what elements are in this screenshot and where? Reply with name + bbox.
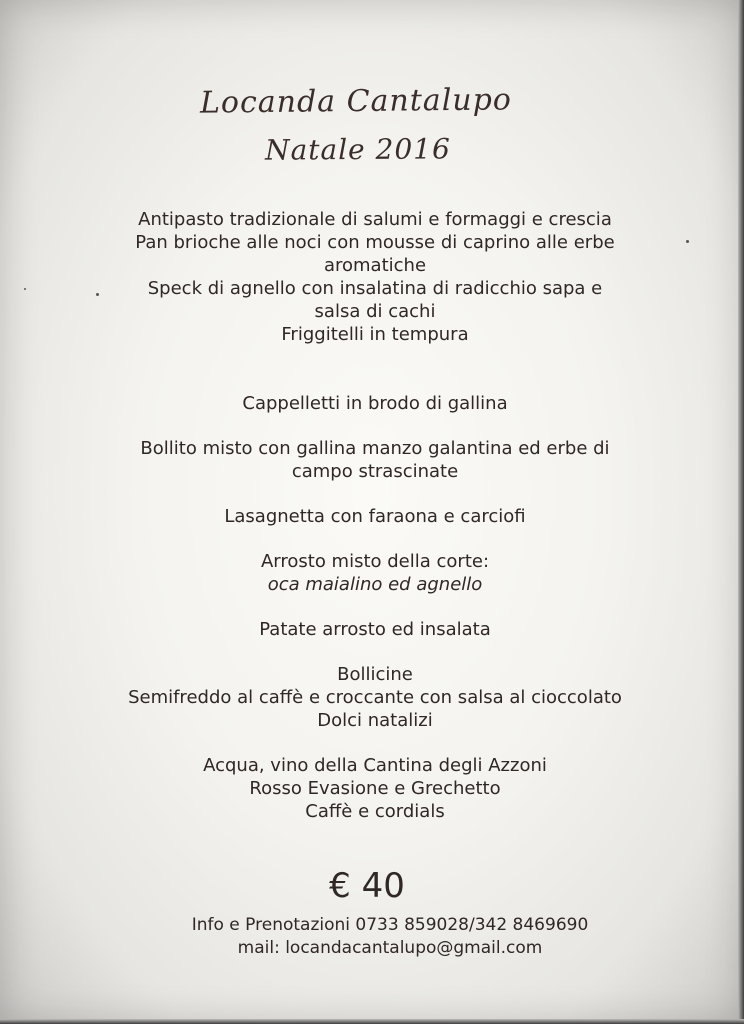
- menu-line: campo strascinate: [291, 461, 459, 482]
- course-arrosto: [60, 550, 690, 596]
- spacer: [60, 346, 690, 392]
- course-primo-2: [60, 505, 690, 528]
- menu-line: salsa di cachi: [314, 301, 436, 322]
- course-primo-1: [60, 392, 690, 415]
- scan-edge-right: [738, 0, 744, 1024]
- menu-line: Pan brioche alle noci con mousse di caprino alle erbe: [135, 232, 615, 253]
- menu-line: aromatiche: [323, 255, 427, 276]
- menu-line: Semifreddo al caffè e croccante con salsa al cioccolato: [128, 687, 622, 708]
- paper-speck: [24, 288, 26, 290]
- course-contorno: [60, 618, 690, 641]
- menu-line: Acqua, vino della Cantina degli Azzoni: [203, 755, 547, 776]
- menu-line: Arrosto misto della corte:: [260, 551, 490, 572]
- occasion-title-text: Natale 2016: [264, 132, 452, 167]
- course-antipasti: [60, 208, 690, 346]
- menu-list: [60, 208, 690, 823]
- menu-line: Dolci natalizi: [317, 710, 433, 731]
- restaurant-name-text: Locanda Cantalupo: [199, 82, 513, 121]
- menu-line: Cappelletti in brodo di gallina: [242, 393, 508, 414]
- restaurant-name: [0, 84, 744, 119]
- contact-mail: mail: locandacantalupo@gmail.com: [237, 938, 543, 958]
- menu-line: Bollicine: [337, 664, 413, 685]
- contact-phone: Info e Prenotazioni 0733 859028/342 8469690: [191, 915, 589, 935]
- menu-line: Lasagnetta con faraona e carciofi: [224, 506, 526, 527]
- menu-line: Antipasto tradizionale di salumi e formaggi e crescia: [138, 209, 612, 230]
- spacer: [60, 732, 690, 754]
- paper-speck: [96, 293, 99, 296]
- contact-info: [0, 914, 744, 960]
- menu-line: oca maialino ed agnello: [267, 574, 483, 595]
- menu-line: Caffè e cordials: [305, 801, 445, 822]
- paper-speck: [686, 240, 689, 243]
- course-bollito: [60, 437, 690, 483]
- spacer: [60, 641, 690, 663]
- course-bevande: [60, 754, 690, 823]
- spacer: [60, 528, 690, 550]
- spacer: [60, 483, 690, 505]
- spacer: [60, 415, 690, 437]
- spacer: [60, 596, 690, 618]
- menu-line: Patate arrosto ed insalata: [259, 619, 491, 640]
- menu-line: Bollito misto con gallina manzo galantina ed erbe di: [140, 438, 610, 459]
- menu-line: Speck di agnello con insalatina di radicchio sapa e: [147, 278, 603, 299]
- menu-line: Rosso Evasione e Grechetto: [249, 778, 501, 799]
- menu-line: Friggitelli in tempura: [281, 324, 469, 345]
- course-dolci: [60, 663, 690, 732]
- price: € 40: [329, 866, 405, 906]
- scan-edge-bottom: [0, 1019, 744, 1024]
- occasion-title: [0, 133, 744, 166]
